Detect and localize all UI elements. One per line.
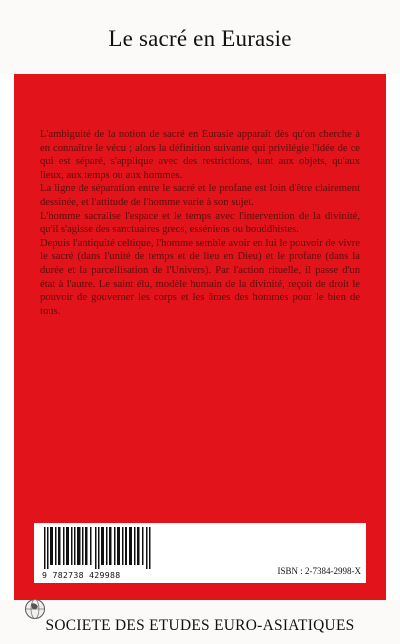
blurb-paragraph: L'ambiguité de la notion de sacré en Eurasie apparaît dès qu'on cherche à en connaître le vécu ; alors la définition suivante qui privilégie l'idée de ce qui est séparé, s'applique avec des restrictions, tant aux objets, qu'aux lieux, aux temps ou aux hommes.	[40, 129, 360, 181]
blurb-paragraph: Depuis l'antiquité celtique, l'homme semble avoir en lui le pouvoir de vivre le sacré (dans l'unité de temps et de lieu en Dieu) et le profane (dans la durée et la parcellisation de l'Univers). Par l'action rituelle, il passe d'un état à l'autre. Le saint élu, modèle humain de la divinité, reçoit de droit le pouvoir de gouverner les corps et les âmes des hommes pour le bien de tous.	[40, 237, 360, 317]
isbn-label: ISBN : 2-7384-2998-X	[277, 566, 361, 576]
barcode-icon	[44, 527, 152, 569]
book-title: Le sacré en Eurasie	[108, 26, 292, 51]
blurb-paragraph: La ligne de séparation entre le sacré et le profane est loin d'être clairement dessinée, et l'attitude de l'homme varie à son sujet.	[40, 183, 360, 208]
publisher-name: SOCIETE DES ETUDES EURO-ASIATIQUES	[45, 617, 355, 634]
blurb-paragraph: L'homme sacralise l'espace et le temps avec l'intervention de la divinité, qu'il s'agisse des sanctuaires grecs, esséniens ou bouddhistes.	[40, 210, 360, 236]
barcode-digits: 9 782738 429988	[42, 570, 121, 580]
back-cover-blurb	[40, 128, 360, 318]
